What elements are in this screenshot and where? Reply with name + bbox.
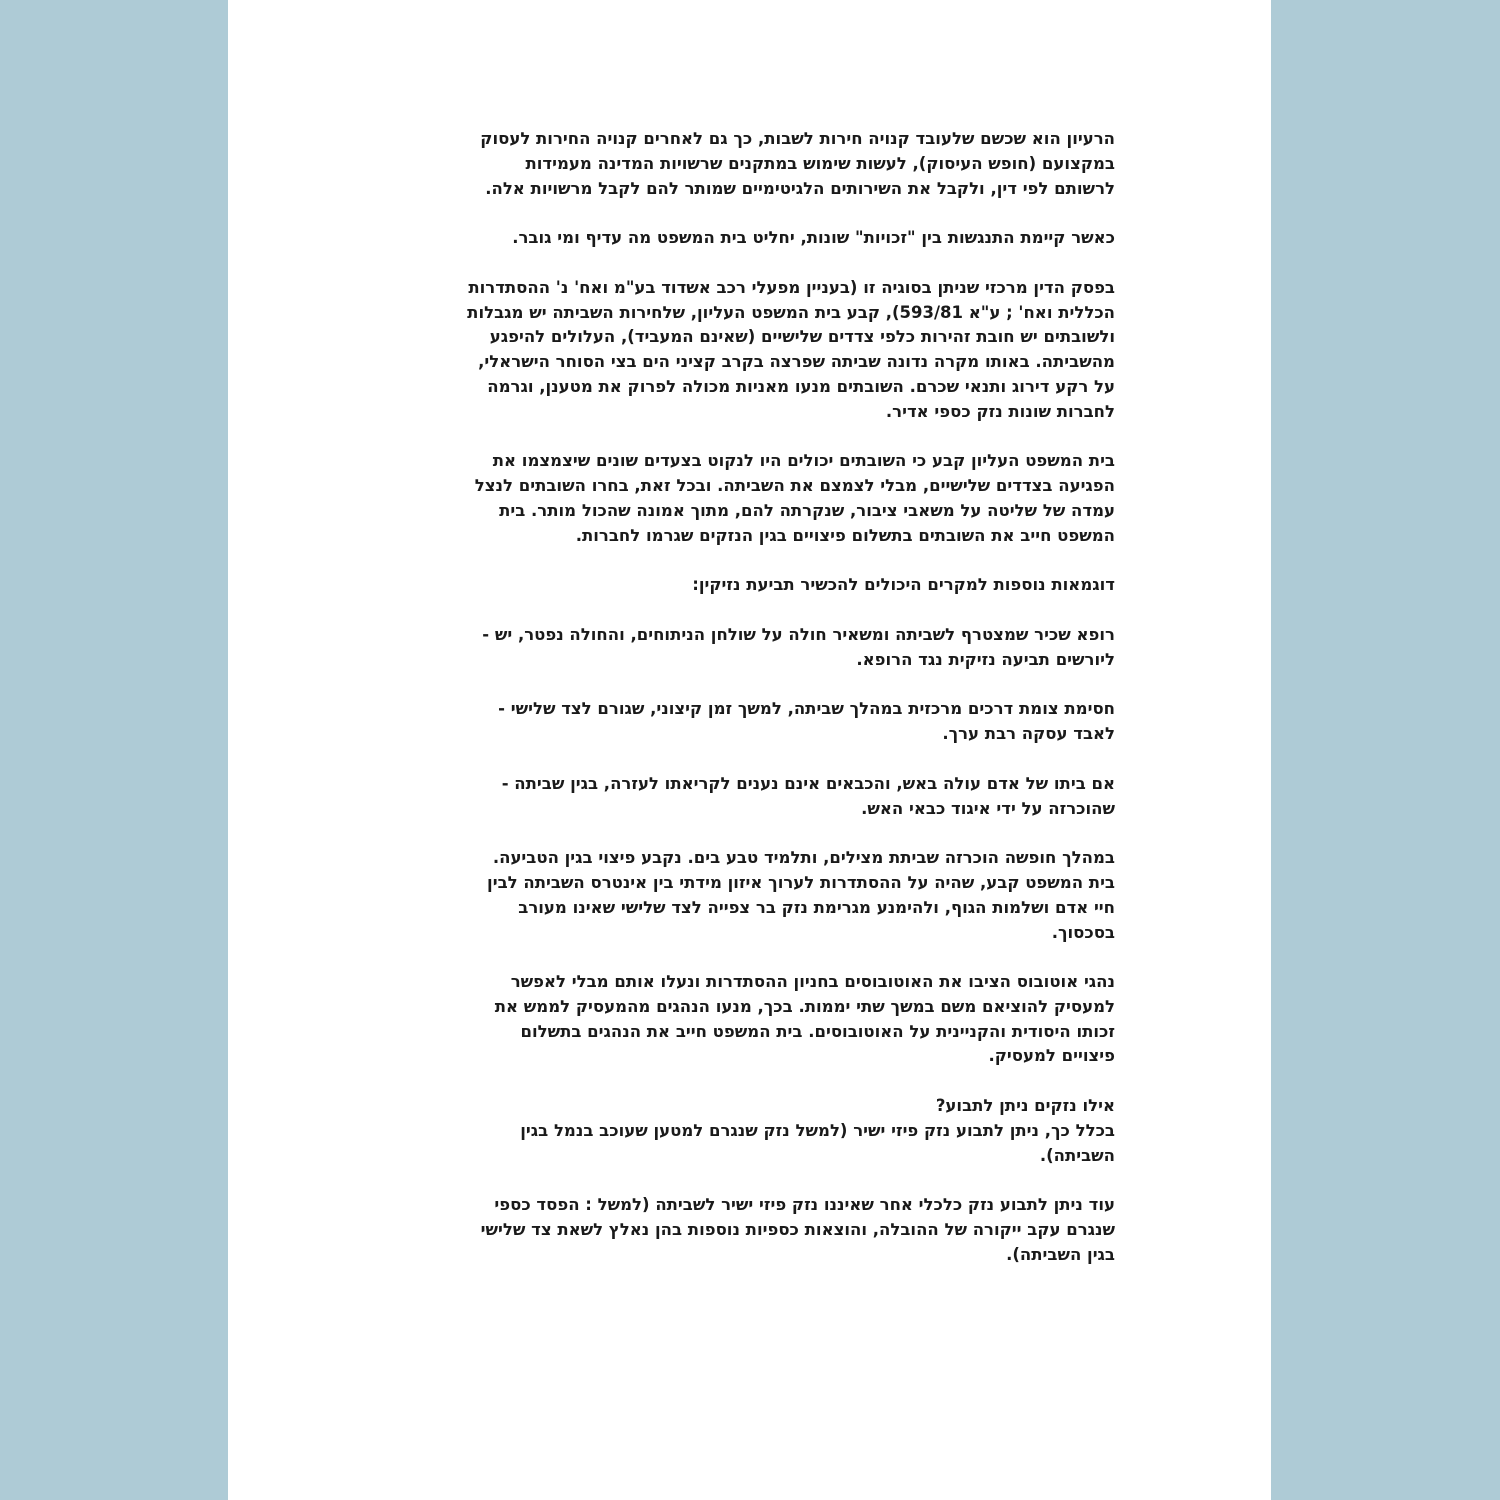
paragraph-example-bus-drivers: נהגי אוטובוס הציבו את האוטובוסים בחניון ההסתדרות ונעלו אותם מבלי לאפשר למעסיק להוציאם משם במשך שתי יממות. בכך, מנעו הנהגים מהמעסיק לממש את זכותו היסודית והקניינית על האוטובוסים. בית המשפט חייב את הנהגים בתשלום פיצויים למעסיק. [494,972,1115,1066]
document-page [228,0,1271,1500]
paragraph-conflict-of-rights: כאשר קיימת התנגשות בין "זכויות" שונות, יחליט בית המשפט מה עדיף ומי גובר. [512,228,1115,248]
paragraph-examples-heading: דוגמאות נוספות למקרים היכולים להכשיר תביעת נזיקין: [692,575,1115,595]
paragraph-freedom-of-occupation: הרעיון הוא שכשם שלעובד קנויה חירות לשבות, כך גם לאחרים קנויה החירות לעסוק במקצועם (חופש העיסוק), לעשות שימוש במתקנים שרשויות המדינה מעמידות לרשותם לפי דין, ולקבל את השירותים הלגיטימיים שמותר להם לקבל מרשויות אלה. [480,129,1115,198]
paragraph-economic-damage: עוד ניתן לתבוע נזק כלכלי אחר שאיננו נזק פיזי ישיר לשביתה (למשל : הפסד כספי שנגרם עקב ייקורה של ההובלה, והוצאות כספיות נוספות בהן נאלץ לשאת צד שלישי בגין השביתה). [480,1195,1115,1264]
paragraph-example-lifeguards: במהלך חופשה הוכרזה שביתת מצילים, ותלמיד טבע בים. נקבע פיצוי בגין הטביעה. בית המשפט קבע, שהיה על ההסתדרות לערוך איזון מידתי בין אינטרס השביתה לבין חיי אדם ושלמות הגוף, ולהימנע מגרימת נזק בר צפייה לצד שלישי שאינו מעורב בסכסוך. [487,848,1115,942]
paragraph-ashdod-ruling: בפסק הדין מרכזי שניתן בסוגיה זו (בעניין מפעלי רכב אשדוד בע"מ ואח' נ' ההסתדרות הכללית ואח' ; ע"א 593/81), קבע בית המשפט העליון, שלחירות השביתה יש מגבלות ולשובתים יש חובת זהירות כלפי צדדים שלישיים (שאינם המעביד), העלולים להיפגע מהשביתה. באותו מקרה נדונה שביתה שפרצה בקרב קציני הים בצי הסוחר הישראלי, על רקע דירוג ותנאי שכרם. השובתים מנעו מאניות מכולה לפרוק את מטענן, וגרמה לחברות שונות נזק כספי אדיר. [467,277,1115,421]
paragraph-supreme-court-decision: בית המשפט העליון קבע כי השובתים יכולים היו לנקוט בצעדים שונים שיצמצמו את הפגיעה בצדדים שלישיים, מבלי לצמצם את השביתה. ובכל זאת, בחרו השובתים לנצל עמדה של שליטה על משאבי ציבור, שנקרתה להם, מתוך אמונה שהכול מותר. בית המשפט חייב את השובתים בתשלום פיצויים בגין הנזקים שגרמו לחברות. [474,451,1115,545]
paragraph-example-doctor: רופא שכיר שמצטרף לשביתה ומשאיר חולה על שולחן הניתוחים, והחולה נפטר, יש - ליורשים תביעה נזיקית נגד הרופא. [482,624,1115,669]
paragraph-direct-damage: בכלל כך, ניתן לתבוע נזק פיזי ישיר (למשל נזק שנגרם למטען שעוכב בנמל בגין השביתה). [520,1120,1115,1165]
paragraph-example-firefighters: אם ביתו של אדם עולה באש, והכבאים אינם נענים לקריאתו לעזרה, בגין שביתה - שהוכרזה על ידי איגוד כבאי האש. [501,773,1115,818]
paragraph-damages-question: אילו נזקים ניתן לתבוע? [935,1096,1115,1116]
paragraph-example-junction: חסימת צומת דרכים מרכזית במהלך שביתה, למשך זמן קיצוני, שגורם לצד שלישי - לאבד עסקה רבת ערך. [498,699,1115,744]
document-body [375,127,1115,1292]
